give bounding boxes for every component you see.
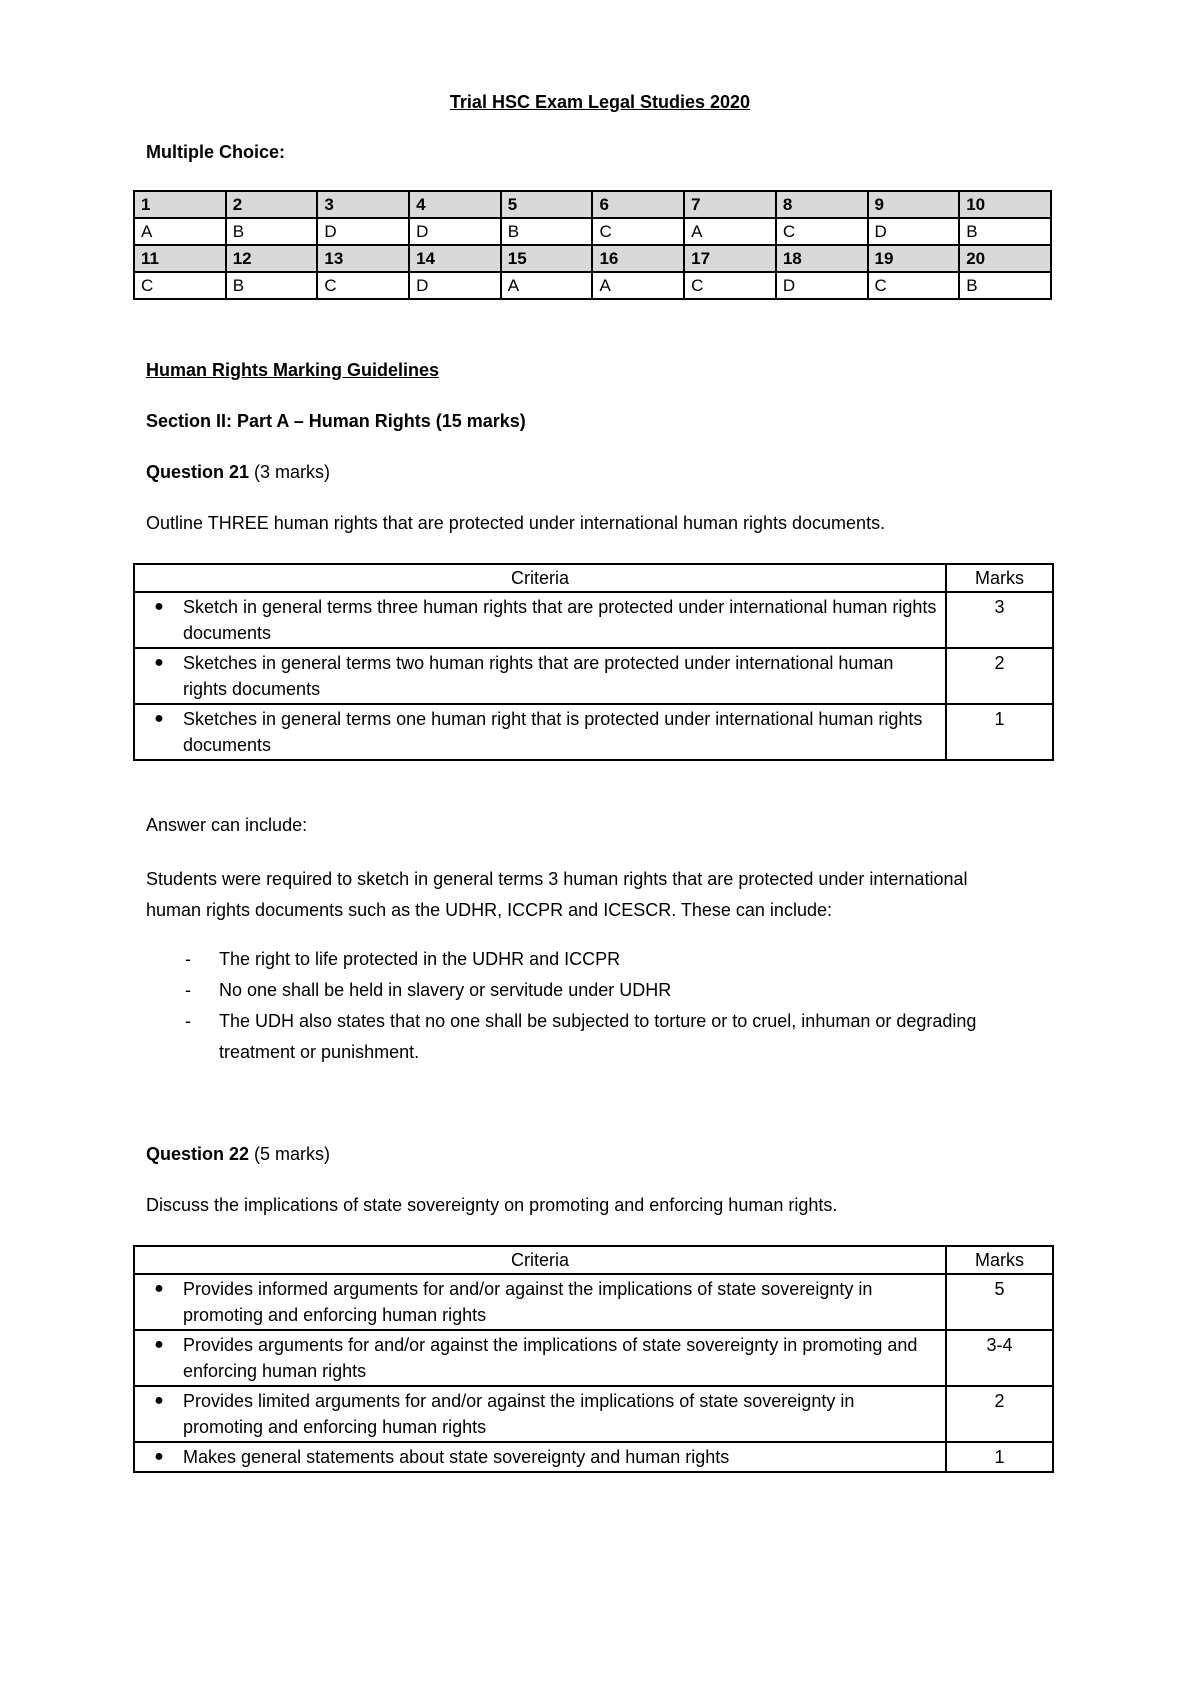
mc-answer: C: [776, 218, 868, 245]
criteria-cell: [134, 1386, 946, 1442]
criteria-text: Provides arguments for and/or against the implications of state sovereignty in promoting and enforcing human rights: [183, 1335, 918, 1381]
bullet-icon: ●: [154, 710, 164, 727]
mc-number: 3: [317, 191, 409, 218]
bullet-icon: ●: [154, 1336, 164, 1353]
question-21-label: Question 21: [146, 462, 250, 482]
marks-cell: 2: [946, 648, 1053, 704]
mc-number: 13: [317, 245, 409, 272]
mc-number: 18: [776, 245, 868, 272]
mc-number: 10: [959, 191, 1051, 218]
criteria-text: Sketches in general terms one human right that is protected under international human rights documents: [183, 709, 923, 755]
criteria-text: Sketches in general terms two human rights that are protected under international human rights documents: [183, 653, 894, 699]
mc-answer: C: [684, 272, 776, 299]
criteria-row: [134, 1330, 1053, 1386]
mc-number: 16: [592, 245, 684, 272]
bullet-icon: ●: [154, 1280, 164, 1297]
answer-point: [185, 1006, 1045, 1068]
criteria-text: Sketch in general terms three human rights that are protected under international human rights documents: [183, 597, 937, 643]
criteria-cell: [134, 704, 946, 760]
bullet-icon: ●: [154, 598, 164, 615]
mc-number: 7: [684, 191, 776, 218]
mc-answer: D: [409, 218, 501, 245]
dash-marker: -: [185, 1011, 191, 1031]
mc-answer: B: [959, 218, 1051, 245]
mc-answer: C: [868, 272, 960, 299]
section-heading: Section II: Part A – Human Rights (15 marks): [146, 411, 526, 431]
mc-answer: B: [959, 272, 1051, 299]
criteria-header: Criteria: [134, 564, 946, 592]
mc-answer: C: [592, 218, 684, 245]
bullet-icon: ●: [154, 654, 164, 671]
mc-number: 19: [868, 245, 960, 272]
mc-number-row: [134, 191, 1051, 218]
marks-header: Marks: [946, 564, 1053, 592]
answer-point-text: The UDH also states that no one shall be subjected to torture or to cruel, inhuman or degrading treatment or punishment.: [219, 1011, 977, 1062]
mc-number: 8: [776, 191, 868, 218]
marks-header: Marks: [946, 1246, 1053, 1274]
answer-heading: Answer can include:: [146, 815, 308, 835]
mc-answer: A: [134, 218, 226, 245]
criteria-cell: [134, 1330, 946, 1386]
dash-marker: -: [185, 949, 191, 969]
bullet-icon: ●: [154, 1392, 164, 1409]
criteria-header-row: [134, 1246, 1053, 1274]
mc-number: 4: [409, 191, 501, 218]
mc-answer: C: [134, 272, 226, 299]
criteria-row: [134, 592, 1053, 648]
criteria-text: Provides limited arguments for and/or against the implications of state sovereignty in promoting and enforcing human rights: [183, 1391, 855, 1437]
criteria-header-row: [134, 564, 1053, 592]
question-21-prompt: Outline THREE human rights that are protected under international human rights documents.: [146, 513, 886, 533]
question-22-marks: (5 marks): [254, 1144, 331, 1164]
mc-number: 17: [684, 245, 776, 272]
mc-number: 15: [501, 245, 593, 272]
answer-point: [185, 975, 1045, 1006]
marks-cell: 5: [946, 1274, 1053, 1330]
dash-marker: -: [185, 980, 191, 1000]
mc-answer-row: [134, 272, 1051, 299]
criteria-row: [134, 1386, 1053, 1442]
criteria-row: [134, 704, 1053, 760]
criteria-cell: [134, 592, 946, 648]
criteria-cell: [134, 1274, 946, 1330]
mc-number: 14: [409, 245, 501, 272]
criteria-text: Makes general statements about state sovereignty and human rights: [183, 1447, 730, 1467]
mc-number: 20: [959, 245, 1051, 272]
mc-answer: C: [317, 272, 409, 299]
mc-heading: Multiple Choice:: [146, 142, 285, 162]
mc-answer: A: [592, 272, 684, 299]
marks-cell: 1: [946, 704, 1053, 760]
criteria-header: Criteria: [134, 1246, 946, 1274]
mc-answer-row: [134, 218, 1051, 245]
answer-point: [185, 944, 1045, 975]
mc-number-row: [134, 245, 1051, 272]
mc-answer: B: [501, 218, 593, 245]
mc-number: 9: [868, 191, 960, 218]
mc-answer: D: [409, 272, 501, 299]
mc-answer: B: [226, 272, 318, 299]
question-22-prompt: Discuss the implications of state sovereignty on promoting and enforcing human rights.: [146, 1195, 838, 1215]
marks-cell: 2: [946, 1386, 1053, 1442]
marks-cell: 3: [946, 592, 1053, 648]
criteria-cell: [134, 1442, 946, 1472]
mc-number: 5: [501, 191, 593, 218]
criteria-row: [134, 1442, 1053, 1472]
human-rights-heading: Human Rights Marking Guidelines: [146, 360, 440, 380]
question-22-label: Question 22: [146, 1144, 250, 1164]
multiple-choice-answer-table: [133, 190, 1052, 300]
criteria-row: [134, 1274, 1053, 1330]
question-22-criteria-table: [133, 1245, 1054, 1473]
criteria-row: [134, 648, 1053, 704]
question-22-heading: [146, 1144, 330, 1165]
bullet-icon: ●: [154, 1448, 164, 1465]
mc-number: 6: [592, 191, 684, 218]
mc-number: 1: [134, 191, 226, 218]
marks-cell: 3-4: [946, 1330, 1053, 1386]
question-21-marks: (3 marks): [254, 462, 331, 482]
criteria-cell: [134, 648, 946, 704]
mc-number: 12: [226, 245, 318, 272]
mc-answer: D: [776, 272, 868, 299]
mc-number: 2: [226, 191, 318, 218]
answer-points-list: [185, 944, 1045, 1068]
mc-answer: A: [684, 218, 776, 245]
answer-point-text: The right to life protected in the UDHR and ICCPR: [219, 949, 621, 969]
mc-answer: A: [501, 272, 593, 299]
answer-point-text: No one shall be held in slavery or servitude under UDHR: [219, 980, 672, 1000]
mc-answer: B: [226, 218, 318, 245]
question-21-criteria-table: [133, 563, 1054, 761]
mc-answer: D: [317, 218, 409, 245]
answer-intro: Students were required to sketch in general terms 3 human rights that are protected under international human rights documents such as the UDHR, ICCPR and ICESCR. These can include:: [146, 869, 968, 920]
mc-answer: D: [868, 218, 960, 245]
question-21-heading: [146, 462, 330, 483]
criteria-text: Provides informed arguments for and/or against the implications of state sovereignty in promoting and enforcing human rights: [183, 1279, 873, 1325]
marks-cell: 1: [946, 1442, 1053, 1472]
page-title: Trial HSC Exam Legal Studies 2020: [449, 92, 751, 112]
mc-number: 11: [134, 245, 226, 272]
